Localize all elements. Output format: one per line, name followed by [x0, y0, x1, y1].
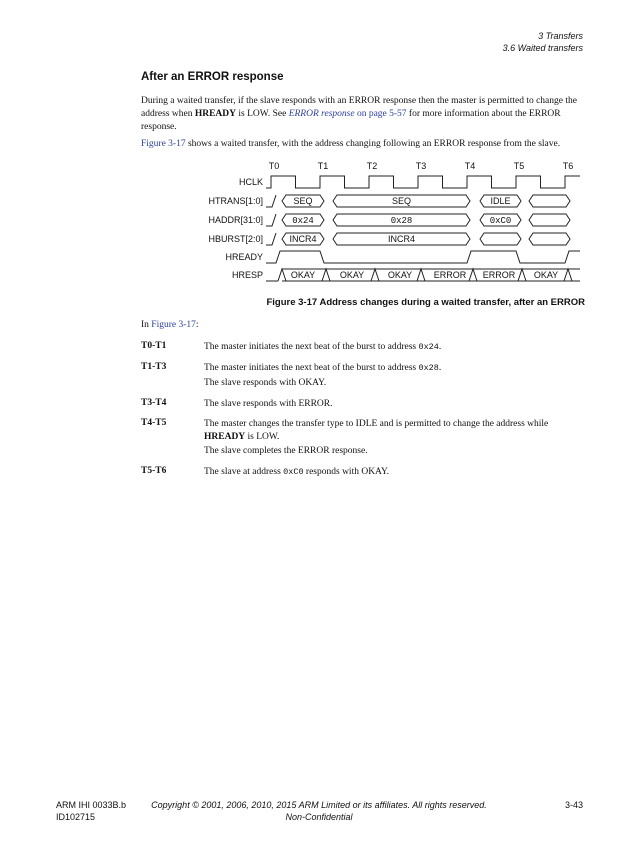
htrans-value-0: SEQ [293, 196, 313, 206]
def-t3-t4: The slave responds with ERROR. [204, 399, 333, 409]
hresp-crossing-1 [322, 269, 330, 281]
footer-confidentiality: Non-Confidential [285, 812, 353, 822]
time-label-t4: T4 [464, 161, 476, 171]
hresp-value-0: OKAY [290, 270, 316, 280]
signal-label-0: HCLK [238, 177, 263, 187]
signal-label-4: HREADY [225, 252, 263, 262]
time-label-t3: T3 [415, 161, 427, 171]
term-t4-t5: T4-T5 [141, 418, 167, 428]
def-t5-t6: The slave at address 0xC0 responds with OKAY. [204, 467, 390, 477]
htrans-start [266, 195, 276, 207]
hresp-crossing-0 [278, 269, 286, 281]
term-t5-t6: T5-T6 [141, 466, 167, 476]
xref-error-response[interactable]: ERROR response on page 5-57 [288, 109, 407, 119]
signal-label-5: HRESP [231, 270, 263, 280]
def-t0-t1: The master initiates the next beat of the burst to address 0x24. [204, 342, 442, 352]
hresp-crossing-6 [564, 269, 572, 281]
htrans-segment-3 [529, 195, 570, 207]
time-label-t2: T2 [366, 161, 378, 171]
time-label-t5: T5 [513, 161, 525, 171]
hresp-crossing-4 [469, 269, 477, 281]
def-t4-t5: The master changes the transfer type to IDLE and is permitted to change the address while HREADY is LOW. [204, 419, 549, 442]
hresp-crossing-5 [518, 269, 526, 281]
header-chapter: 3 Transfers [538, 31, 583, 41]
htrans-value-2: IDLE [490, 196, 511, 206]
section-heading: After an ERROR response [141, 71, 284, 83]
para2-text: shows a waited transfer, with the address changing following an ERROR response from the slave. [185, 139, 561, 149]
time-label-t1: T1 [317, 161, 329, 171]
hresp-value-4: ERROR [482, 270, 516, 280]
intro-line: In Figure 3-17: [141, 320, 199, 330]
def-t4-t5-extra: The slave completes the ERROR response. [204, 446, 368, 456]
def-t1-t3-extra: The slave responds with OKAY. [204, 378, 327, 388]
footer-center [0, 799, 638, 823]
hresp-value-3: ERROR [433, 270, 467, 280]
xref-figure-3-17[interactable]: Figure 3-17 [141, 139, 186, 149]
def-t1-t3: The master initiates the next beat of the burst to address 0x28. [204, 363, 442, 373]
footer-copyright: Copyright © 2001, 2006, 2010, 2015 ARM Limited or its affiliates. All rights reserved. [151, 800, 487, 810]
para1-text-c: is LOW. See [236, 109, 289, 119]
header-section: 3.6 Waited transfers [502, 43, 583, 53]
haddr-start [266, 214, 276, 226]
footer-doc-number: ARM IHI 0033B.b [56, 800, 127, 810]
hresp-crossing-2 [371, 269, 379, 281]
footer-page-number: 3-43 [564, 800, 583, 810]
para1-text-f: for more information about the ERROR response. [141, 109, 561, 132]
term-t3-t4: T3-T4 [141, 398, 167, 408]
hresp-value-2: OKAY [387, 270, 413, 280]
hresp-value-5: OKAY [533, 270, 559, 280]
hburst-value-1: INCR4 [387, 234, 416, 244]
para1-signal-hready: HREADY [194, 109, 236, 119]
term-t1-t3: T1-T3 [141, 362, 167, 372]
hresp-value-1: OKAY [339, 270, 365, 280]
hready-waveform [266, 251, 580, 263]
signal-label-2: HADDR[31:0] [208, 215, 263, 225]
term-t0-t1: T0-T1 [141, 341, 167, 351]
figure-caption: Figure 3-17 Address changes during a waited transfer, after an ERROR [266, 297, 585, 308]
haddr-value-1: 0x28 [390, 216, 413, 226]
haddr-value-2: 0xC0 [489, 216, 512, 226]
hburst-segment-2 [480, 233, 521, 245]
time-label-t6: T6 [562, 161, 574, 171]
hburst-value-0: INCR4 [289, 234, 317, 244]
time-label-t0: T0 [268, 161, 280, 171]
hclk-waveform [266, 176, 580, 188]
hburst-start [266, 233, 276, 245]
hresp-crossing-3 [417, 269, 425, 281]
htrans-value-1: SEQ [391, 196, 412, 206]
signal-label-1: HTRANS[1:0] [208, 196, 263, 206]
xref-figure-3-17-intro[interactable]: Figure 3-17 [151, 320, 196, 330]
signal-label-3: HBURST[2:0] [208, 234, 263, 244]
footer-doc-id: ID102715 [56, 812, 96, 822]
hburst-segment-3 [529, 233, 570, 245]
haddr-value-0: 0x24 [292, 216, 314, 226]
para1-text-a: During a waited transfer, if the slave responds with an ERROR response then the master is permitted to change the address when [141, 96, 577, 119]
haddr-segment-3 [529, 214, 570, 226]
